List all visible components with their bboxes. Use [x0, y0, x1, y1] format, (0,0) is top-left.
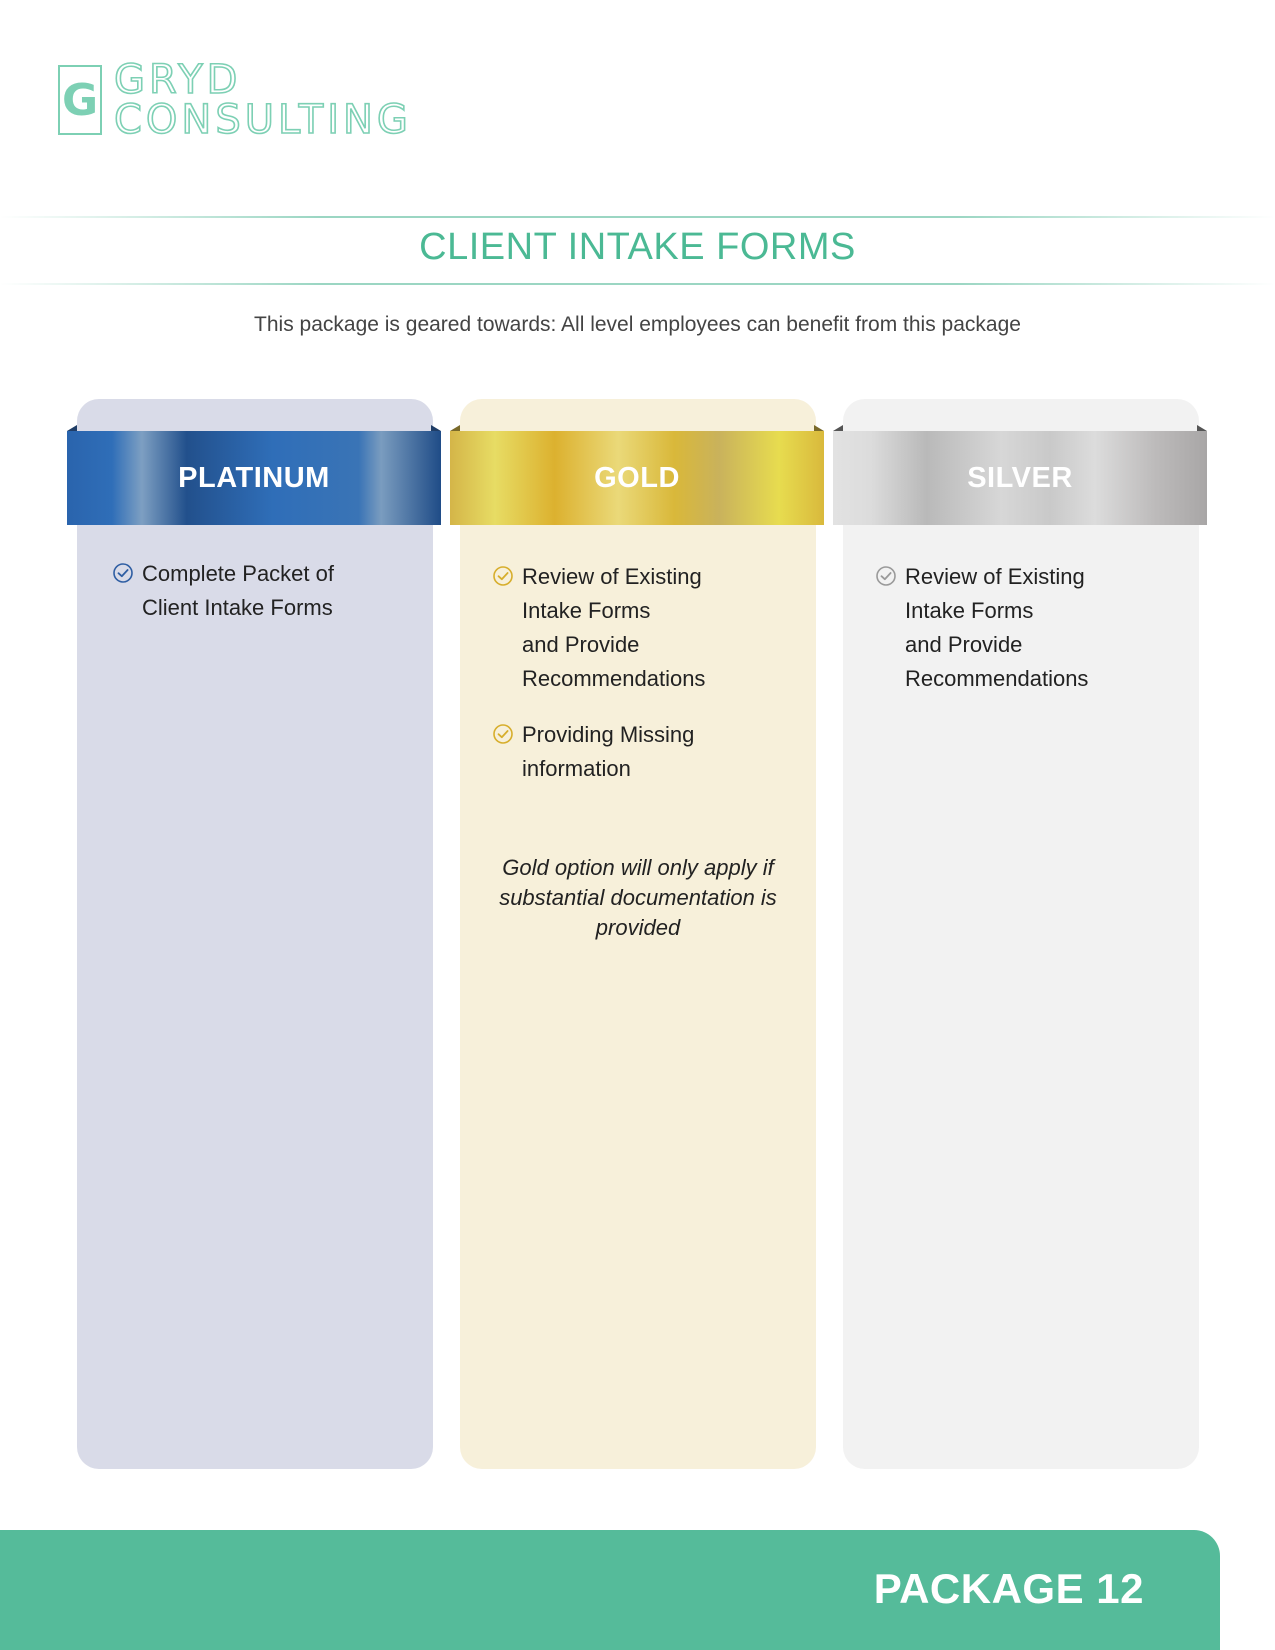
logo-mark: G	[58, 65, 102, 135]
footer-band	[0, 1530, 1220, 1650]
silver-banner: SILVER	[833, 431, 1207, 525]
platinum-feature-list	[112, 557, 412, 647]
feature-text: Review of Existing Intake Forms and Provide Recommendations	[522, 564, 706, 691]
check-circle-icon	[112, 562, 134, 584]
list-item	[492, 560, 792, 696]
package-label: PACKAGE 12	[873, 1565, 1144, 1612]
logo-wordmark	[114, 57, 412, 143]
title-divider-top	[0, 216, 1275, 218]
gold-banner: GOLD	[450, 431, 824, 525]
check-circle-icon	[875, 565, 897, 587]
platinum-banner: PLATINUM	[67, 431, 441, 525]
list-item	[112, 557, 412, 625]
page-title: CLIENT INTAKE FORMS	[419, 226, 856, 268]
silver-feature-list	[875, 560, 1175, 718]
logo-line-consulting: CONSULTING	[114, 97, 412, 143]
gold-feature-list	[492, 560, 792, 808]
title-divider-bottom	[0, 283, 1275, 285]
package-audience: This package is geared towards: All level employees can benefit from this package	[254, 313, 1021, 336]
feature-text: Complete Packet of Client Intake Forms	[142, 561, 334, 620]
gold-note: Gold option will only apply if substantial documentation is provided	[499, 855, 777, 940]
feature-text: Providing Missing information	[522, 722, 695, 781]
logo-line-gryd: GRYD	[114, 57, 242, 103]
list-item	[492, 718, 792, 786]
list-item	[875, 560, 1175, 696]
check-circle-icon	[492, 565, 514, 587]
check-circle-icon	[492, 723, 514, 745]
brand-logo	[58, 57, 412, 143]
feature-text: Review of Existing Intake Forms and Provide Recommendations	[905, 564, 1089, 691]
